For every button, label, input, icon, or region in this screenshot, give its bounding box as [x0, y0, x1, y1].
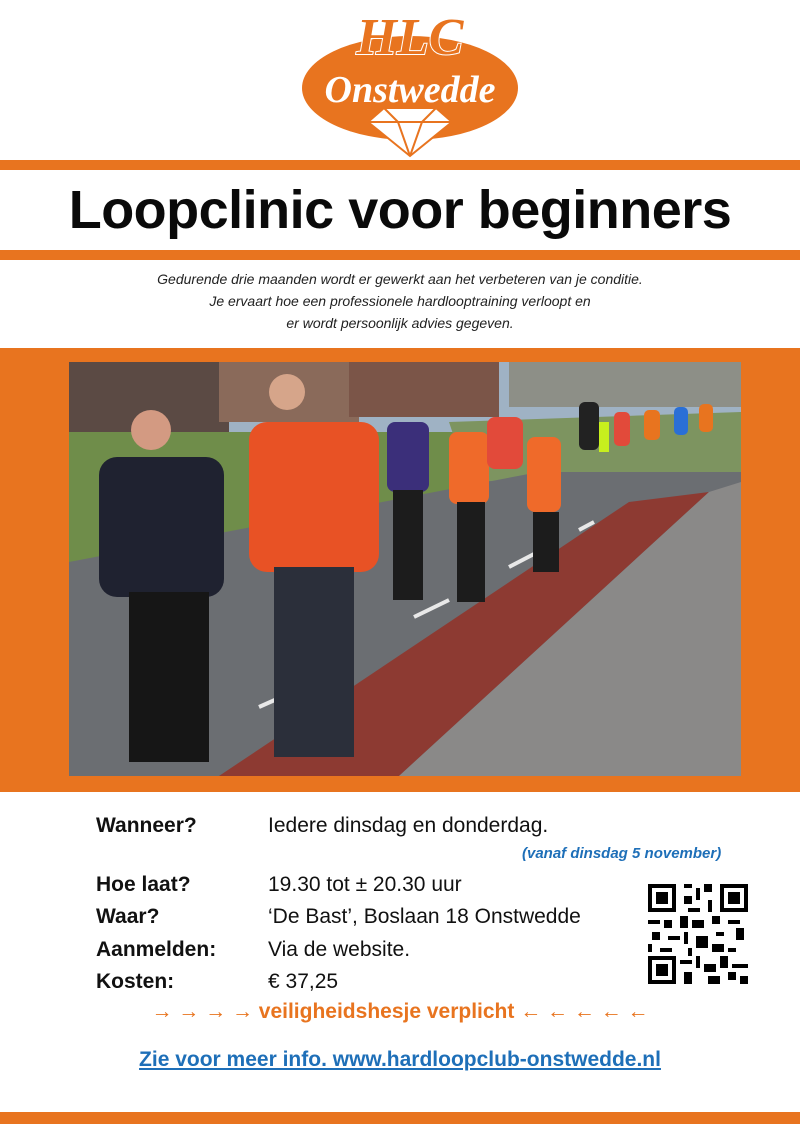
diamond-icon	[368, 108, 452, 156]
signup-value: Via de website.	[268, 938, 411, 961]
when-note: (vanaf dinsdag 5 november)	[522, 845, 722, 862]
time-value: 19.30 tot ± 20.30 uur	[268, 873, 462, 896]
location-label: Waar?	[96, 905, 160, 928]
cost-value: € 37,25	[268, 970, 339, 993]
location-value: ‘De Bast’, Boslaan 18 Onstwedde	[268, 905, 581, 928]
logo-text-onstwedde: Onstwedde	[324, 69, 496, 111]
intro-line: er wordt persoonlijk advies gegeven.	[286, 315, 514, 331]
safety-notice: → → → → veiligheidshesje verplicht ← ← ← ← ←	[151, 1000, 649, 1023]
top-orange-stripe	[0, 160, 800, 170]
when-label: Wanneer?	[96, 814, 197, 837]
club-logo	[298, 4, 522, 160]
cost-label: Kosten:	[96, 970, 175, 993]
intro-line: Gedurende drie maanden wordt er gewerkt aan het verbeteren van je conditie.	[157, 271, 643, 287]
website-link[interactable]: Zie voor meer info. www.hardloopclub-onstwedde.nl	[139, 1048, 661, 1071]
when-value: Iedere dinsdag en donderdag.	[268, 814, 549, 837]
title-orange-stripe	[0, 250, 800, 260]
signup-label: Aanmelden:	[96, 938, 217, 961]
qr-code-icon[interactable]	[648, 884, 748, 984]
time-label: Hoe laat?	[96, 873, 191, 896]
page-title: Loopclinic voor beginners	[68, 180, 732, 240]
bottom-orange-stripe	[0, 1112, 800, 1124]
intro-text	[0, 268, 800, 334]
logo-text-hlc: HLC	[356, 9, 464, 66]
runners-photo	[69, 362, 741, 776]
intro-line: Je ervaart hoe een professionele hardlooptraining verloopt en	[209, 293, 591, 309]
